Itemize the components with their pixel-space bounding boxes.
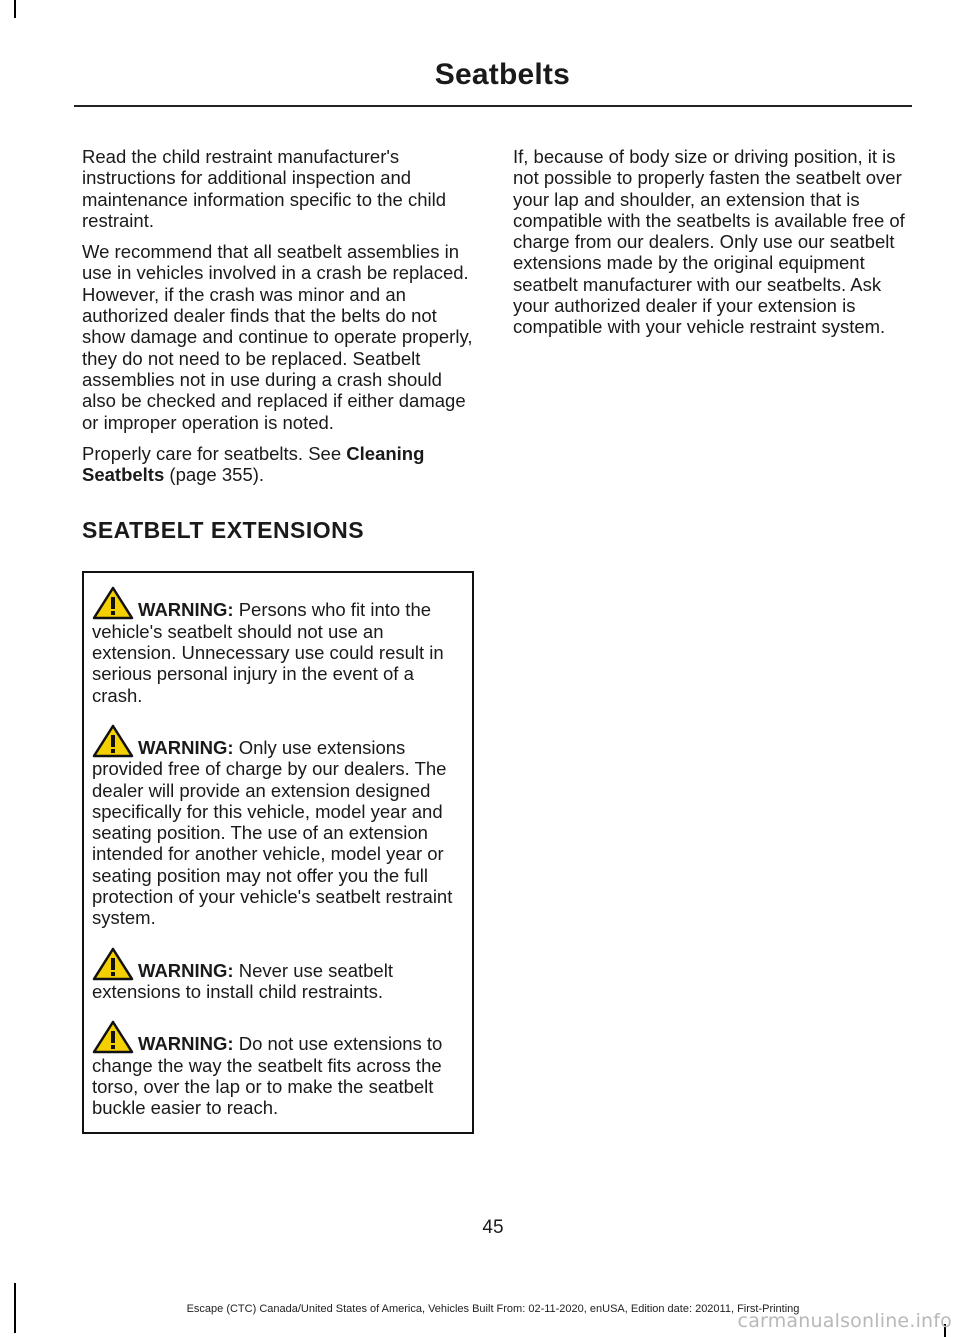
care-prefix: Properly care for seatbelts. See xyxy=(82,442,347,464)
paragraph-child-restraint: Read the child restraint manufacturer's instructions for additional inspection and maintenance information specific to the child restraint. xyxy=(82,146,447,231)
crop-mark-top-left xyxy=(14,0,16,18)
warning-triangle-icon xyxy=(92,947,134,981)
warning-4 xyxy=(92,1020,464,1118)
header-rule xyxy=(74,105,912,107)
warning-label: WARNING: xyxy=(138,1033,234,1055)
warning-triangle-icon xyxy=(92,1020,134,1054)
paragraph-extension-availability: If, because of body size or driving position, it is not possible to properly fasten the seatbelt over your lap and shoulder, an extension that is compatible with the seatbelts is available free of charge from our dealers. Only use our seatbelt extensions made by the original equipment seatbelt manufacturer with our seatbelts. Ask your authorized dealer if your extension is compatible with your vehicle restraint system. xyxy=(513,146,905,338)
warning-text: Never use seatbelt extensions to install child restraints. xyxy=(92,959,393,1002)
warning-text: Only use extensions provided free of charge by our dealers. The dealer will provide an extension designed specifically for this vehicle, model year and seating position. The use of an extension intended for another vehicle, model year or seating position may not offer you the full protection of your vehicle's seatbelt restraint system. xyxy=(92,736,453,929)
edition-footer: Escape (CTC) Canada/United States of America, Vehicles Built From: 02-11-2020, enUSA, Edition date: 202011, First-Printing xyxy=(186,1303,800,1315)
watermark: carmanualsonline.info xyxy=(737,1310,952,1332)
warning-label: WARNING: xyxy=(138,959,234,981)
left-column xyxy=(82,146,474,1134)
warning-label: WARNING: xyxy=(138,599,234,621)
page-title: Seatbelts xyxy=(434,58,570,91)
cleaning-seatbelts-link[interactable]: Cleaning Seatbelts xyxy=(82,442,425,486)
right-column xyxy=(513,146,908,348)
section-heading: SEATBELT EXTENSIONS xyxy=(82,517,365,544)
warning-label: WARNING: xyxy=(138,736,234,758)
paragraph-replacement: We recommend that all seatbelt assemblies in use in vehicles involved in a crash be replaced. However, if the crash was minor and an authorized dealer finds that the belts do not show damage and continue to operate properly, they do not need to be replaced. Seatbelt assemblies not in use during a crash should also be checked and replaced if either damage or improper operation is noted. xyxy=(82,241,473,433)
warning-3 xyxy=(92,947,464,1003)
warning-2 xyxy=(92,724,464,929)
paragraph-care xyxy=(82,443,474,486)
warning-triangle-icon xyxy=(92,724,134,758)
warning-text: Do not use extensions to change the way the seatbelt fits across the torso, over the lap or to make the seatbelt buckle easier to reach. xyxy=(92,1033,443,1119)
warning-triangle-icon xyxy=(92,586,134,620)
warning-text: Persons who fit into the vehicle's seatbelt should not use an extension. Unnecessary use could result in serious personal injury in the event of a crash. xyxy=(92,599,444,706)
warning-1 xyxy=(92,586,464,705)
care-suffix: (page 355). xyxy=(164,464,265,486)
page-number: 45 xyxy=(482,1217,504,1238)
warning-box xyxy=(82,571,474,1134)
